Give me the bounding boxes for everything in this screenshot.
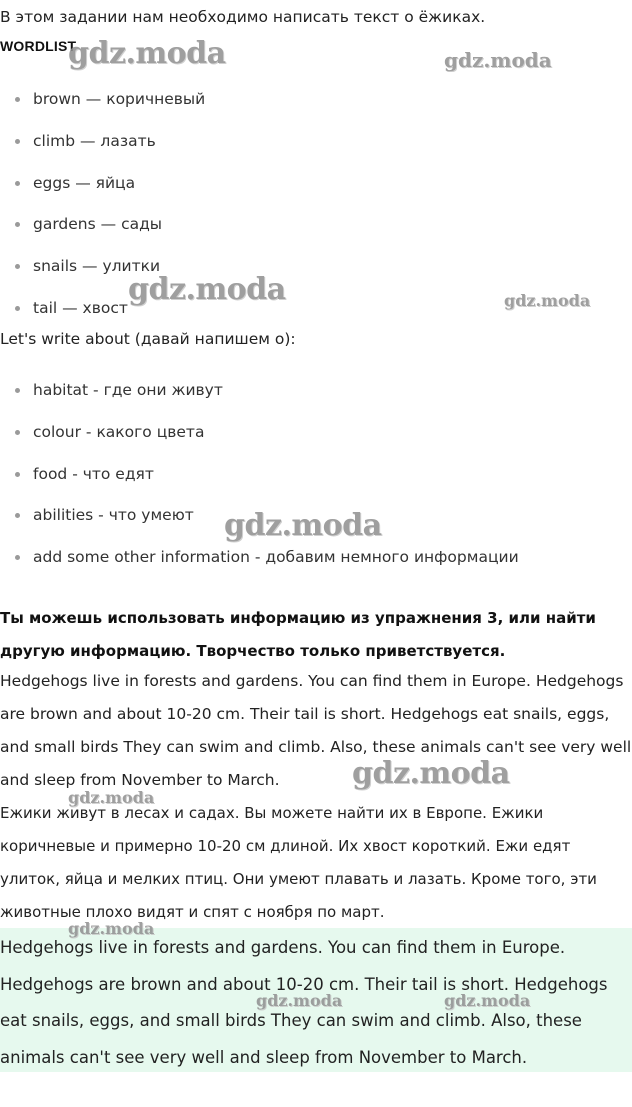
watermark: gdz.moda (444, 991, 531, 1010)
list-item (0, 255, 205, 297)
lets-write-heading: Let's write about (давай напишем о): (0, 330, 296, 348)
wordlist-entry: snails — улитки (33, 257, 161, 276)
bullet-icon (15, 388, 20, 393)
watermark: gdz.moda (256, 991, 343, 1010)
intro-text: В этом задании нам необходимо написать текст о ёжиках. (0, 8, 486, 26)
list-item (0, 504, 519, 546)
wordlist-heading: WORDLIST (0, 38, 77, 54)
topic-entry: colour - какого цвета (33, 422, 205, 441)
list-item (0, 213, 205, 255)
bullet-icon (15, 513, 20, 518)
watermark: gdz.moda (128, 272, 286, 307)
bullet-icon (15, 222, 20, 227)
watermark: gdz.moda (68, 36, 226, 71)
bullet-icon (15, 555, 20, 560)
list-item (0, 421, 519, 463)
topic-entry: add some other information - добавим немного информации (33, 548, 519, 567)
list-item (0, 379, 519, 421)
bullet-icon (15, 306, 20, 311)
watermark: gdz.moda (352, 756, 510, 791)
instruction-text: Ты можешь использовать информацию из упражнения 3, или найти другую информацию. Творчество только приветствуется. (0, 609, 596, 660)
bullet-icon (15, 139, 20, 144)
list-item (0, 463, 519, 505)
wordlist-entry: eggs — яйца (33, 173, 136, 192)
bullet-icon (15, 472, 20, 477)
wordlist-entry: tail — хвост (33, 298, 128, 317)
bullet-icon (15, 430, 20, 435)
topic-entry: food - что едят (33, 464, 154, 483)
topics-list (0, 379, 519, 588)
list-item (0, 546, 519, 588)
list-item (0, 88, 205, 130)
wordlist-entry: gardens — сады (33, 215, 163, 234)
answer-box (0, 928, 632, 1072)
watermark: gdz.moda (444, 48, 552, 72)
list-item (0, 172, 205, 214)
wordlist-entry: climb — лазать (33, 131, 156, 150)
watermark: gdz.moda (224, 508, 382, 543)
bullet-icon (15, 181, 20, 186)
watermark: gdz.moda (68, 919, 155, 938)
english-text: Hedgehogs live in forests and gardens. You can find them in Europe. Hedgehogs are brown and about 10-20 cm. Their tail is short. Hedgehogs eat snails, eggs, and small birds They can swim and climb. Also, these animals can't see very well and sleep from November to March. (0, 672, 632, 789)
wordlist (0, 88, 205, 339)
wordlist-entry: brown — коричневый (33, 90, 206, 108)
topic-entry: habitat - где они живут (33, 381, 223, 399)
bullet-icon (15, 264, 20, 269)
bullet-icon (15, 97, 20, 102)
russian-translation: Ежики живут в лесах и садах. Вы можете найти их в Европе. Ежики коричневые и примерно 10-20 см длиной. Их хвост короткий. Ежи едят улиток, яйца и мелких птиц. Они умеют плавать и лазать. Кроме того, эти животные плохо видят и спят с ноября по март. (0, 804, 597, 921)
answer-text: Hedgehogs live in forests and gardens. You can find them in Europe. Hedgehogs are brown and about 10-20 cm. Their tail is short. Hedgehogs eat snails, eggs, and small birds They can swim and climb. Also, these animals can't see very well and sleep from November to March. (0, 938, 608, 1067)
list-item (0, 130, 205, 172)
topic-entry: abilities - что умеют (33, 506, 194, 525)
watermark: gdz.moda (504, 291, 591, 310)
watermark: gdz.moda (68, 788, 155, 807)
